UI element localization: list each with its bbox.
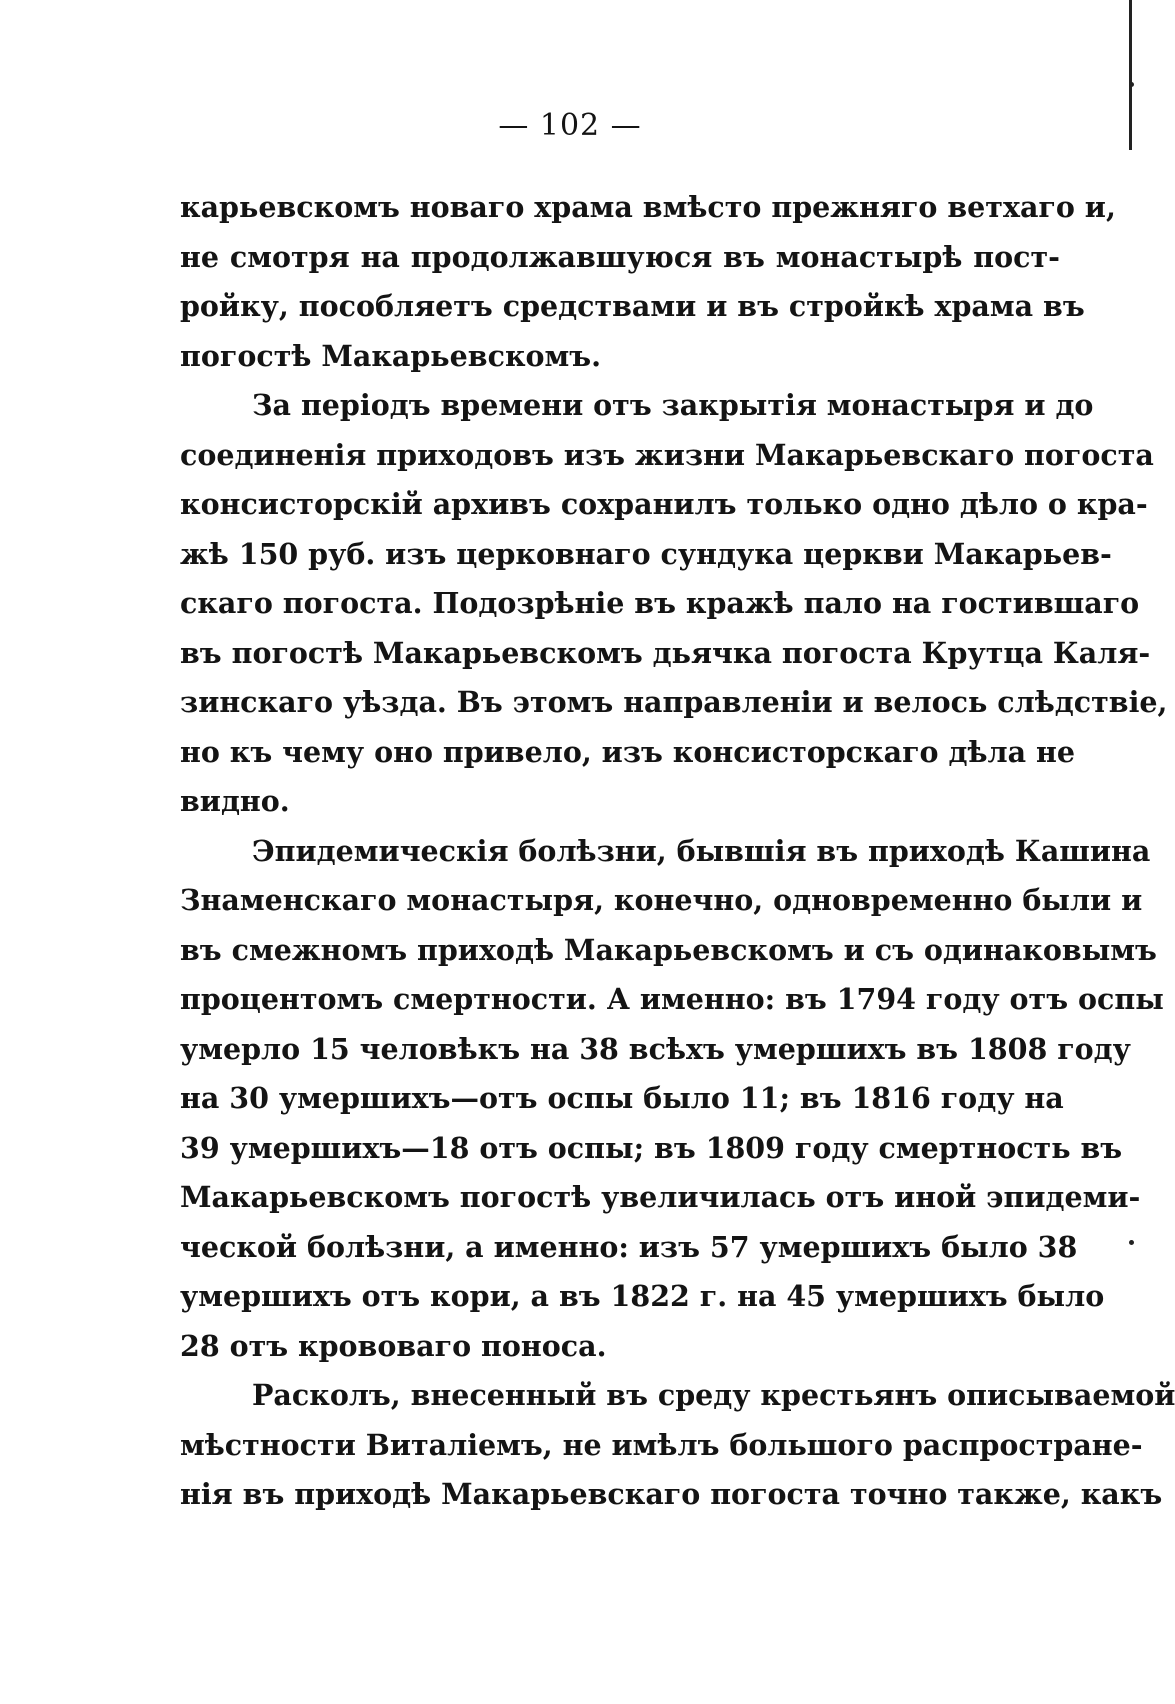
text-line: умершихъ отъ кори, а въ 1822 г. на 45 умершихъ было [180,1279,1105,1313]
scan-edge-mark [1129,82,1134,87]
text-line: ческой болѣзни, а именно: изъ 57 умершихъ было 38 [180,1229,1078,1264]
body-text [180,183,1175,1520]
text-line: ройку, пособляетъ средствами и въ стройкѣ храма въ [180,289,1085,323]
text-line: погостѣ Макарьевскомъ. [180,338,602,373]
text-line: консисторскій архивъ сохранилъ только одно дѣло о кра- [180,487,1148,521]
text-line: 28 отъ крововаго поноса. [180,1328,607,1363]
text-line: 39 умершихъ—18 отъ оспы; въ 1809 году смертность въ [180,1130,1123,1165]
text-line: видно. [180,784,290,818]
page-number: — 102 — [498,108,642,143]
text-line: соединенія приходовъ изъ жизни Макарьевскаго погоста [180,437,1154,472]
text-line: Эпидемическія болѣзни, бывшія въ приходѣ Кашина [252,833,1151,868]
text-line: За періодъ времени отъ закрытія монастыря и до [252,388,1094,422]
text-line: не смотря на продолжавшуюся въ монастырѣ пост- [180,239,1060,274]
text-line: карьевскомъ новаго храма вмѣсто прежняго ветхаго и, [180,190,1116,224]
text-line: умерло 15 человѣкъ на 38 всѣхъ умершихъ въ 1808 году [180,1031,1131,1066]
text-line: Расколъ, внесенный въ среду крестьянъ описываемой [252,1378,1175,1412]
text-line: мѣстности Виталіемъ, не имѣлъ большого распростране- [180,1427,1143,1462]
text-line: на 30 умершихъ—отъ оспы было 11; въ 1816 году на [180,1081,1064,1115]
text-line: но къ чему оно привело, изъ консисторскаго дѣла не [180,734,1075,769]
text-line: въ погостѣ Макарьевскомъ дьячка погоста Крутца Каля- [180,635,1151,670]
text-line: въ смежномъ приходѣ Макарьевскомъ и съ одинаковымъ [180,932,1157,967]
text-line: нія въ приходѣ Макарьевскаго погоста точно также, какъ [180,1477,1163,1511]
text-line: зинскаго уѣзда. Въ этомъ направленіи и велось слѣдствіе, [180,685,1168,719]
text-line: Макарьевскомъ погостѣ увеличилась отъ иной эпидеми- [180,1180,1141,1214]
text-line: жѣ 150 руб. изъ церковнаго сундука церкви Макарьев- [180,536,1112,571]
text-line: процентомъ смертности. А именно: въ 1794 году отъ оспы [180,982,1164,1016]
text-line: скаго погоста. Подозрѣніе въ кражѣ пало на гостившаго [180,586,1140,620]
text-line: Знаменскаго монастыря, конечно, одновременно были и [180,883,1143,917]
scan-edge-mark [1129,1240,1134,1245]
